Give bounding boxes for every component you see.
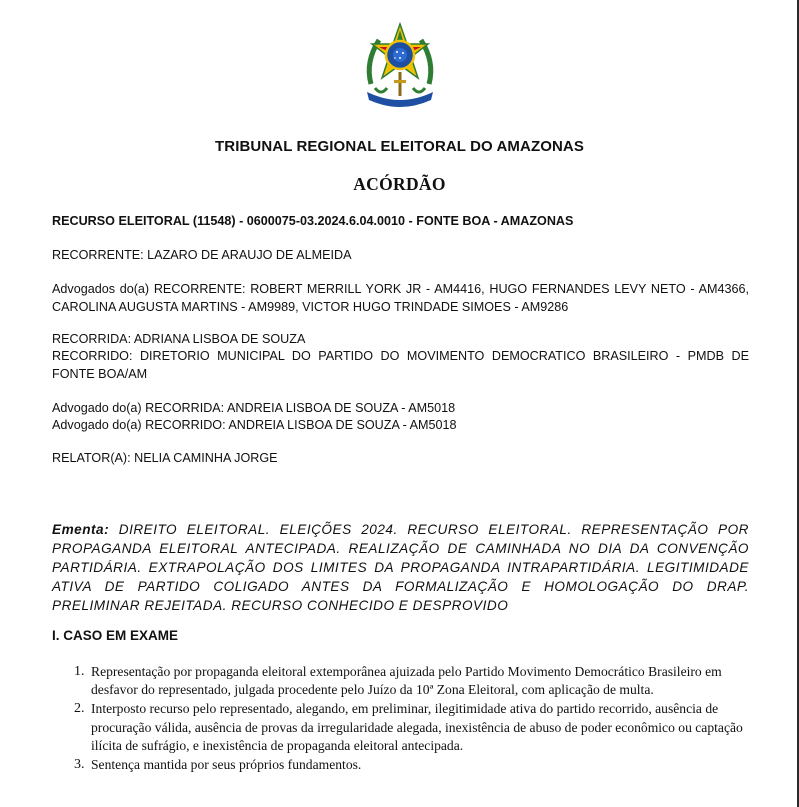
list-item-number: 3. bbox=[74, 757, 85, 773]
list-item bbox=[74, 700, 754, 755]
case-items-list bbox=[74, 663, 754, 775]
recorrida: RECORRIDA: ADRIANA LISBOA DE SOUZA bbox=[52, 332, 306, 346]
advogado-recorrida: Advogado do(a) RECORRIDA: ANDREIA LISBOA DE SOUZA - AM5018 bbox=[52, 401, 456, 415]
court-name: TRIBUNAL REGIONAL ELEITORAL DO AMAZONAS bbox=[215, 138, 584, 155]
recorrido: RECORRIDO: DIRETORIO MUNICIPAL DO PARTIDO DO MOVIMENTO DEMOCRATICO BRASILEIRO - PMDB DE FONTE BOA/AM bbox=[52, 349, 749, 381]
list-item-text: Representação por propaganda eleitoral extemporânea ajuizada pelo Partido Movimento Democrático Brasileiro em desfavor do representado, julgada procedente pelo Juízo da 10ª Zona Eleitoral, com aplicação de multa. bbox=[91, 664, 722, 698]
list-item-number: 1. bbox=[74, 664, 85, 679]
advogado-recorrido: Advogado do(a) RECORRIDO: ANDREIA LISBOA DE SOUZA - AM5018 bbox=[52, 418, 457, 432]
list-item-text: Sentença mantida por seus próprios fundamentos. bbox=[91, 757, 362, 773]
list-item-number: 2. bbox=[74, 701, 85, 717]
ementa-label: Ementa: bbox=[52, 522, 110, 537]
section-title: I. CASO EM EXAME bbox=[52, 628, 179, 643]
relator: RELATOR(A): NELIA CAMINHA JORGE bbox=[52, 451, 278, 465]
list-item bbox=[74, 663, 754, 699]
advogados-recorrente: Advogados do(a) RECORRENTE: ROBERT MERRILL YORK JR - AM4416, HUGO FERNANDES LEVY NETO - AM4366, CAROLINA AUGUSTA MARTINS - AM9989, VICTOR HUGO TRINDADE SIMOES - AM9286 bbox=[52, 282, 749, 314]
case-title: RECURSO ELEITORAL (11548) - 0600075-03.2024.6.04.0010 - FONTE BOA - AMAZONAS bbox=[52, 214, 574, 228]
ementa-text: DIREITO ELEITORAL. ELEIÇÕES 2024. RECURSO ELEITORAL. REPRESENTAÇÃO POR PROPAGANDA ELEITORAL ANTECIPADA. REALIZAÇÃO DE CAMINHADA NO DIA DA CONVENÇÃO PARTIDÁRIA. EXTRAPOLAÇÃO DOS LIMITES DA PROPAGANDA INTRAPARTIDÁRIA. LEGITIMIDADE ATIVA DE PARTIDO COLIGADO ANTES DA FORMALIZAÇÃO E HOMOLOGAÇÃO DO DRAP. PRELIMINAR REJEITADA. RECURSO CONHECIDO E DESPROVIDO bbox=[52, 522, 749, 613]
ementa bbox=[52, 520, 749, 615]
recorrente: RECORRENTE: LAZARO DE ARAUJO DE ALMEIDA bbox=[52, 248, 352, 262]
document-type: ACÓRDÃO bbox=[353, 174, 446, 194]
list-item-text: Interposto recurso pelo representado, alegando, em preliminar, ilegitimidade ativa do partido recorrido, ausência de procuração válida, ausência de provas da irregularidade alegada, inexistência de abuso de poder econômico ou captação ilícita de sufrágio, e inexistência de propaganda eleitoral antecipada. bbox=[91, 701, 743, 753]
list-item bbox=[74, 756, 754, 774]
brazil-coat-of-arms-icon bbox=[361, 22, 439, 108]
